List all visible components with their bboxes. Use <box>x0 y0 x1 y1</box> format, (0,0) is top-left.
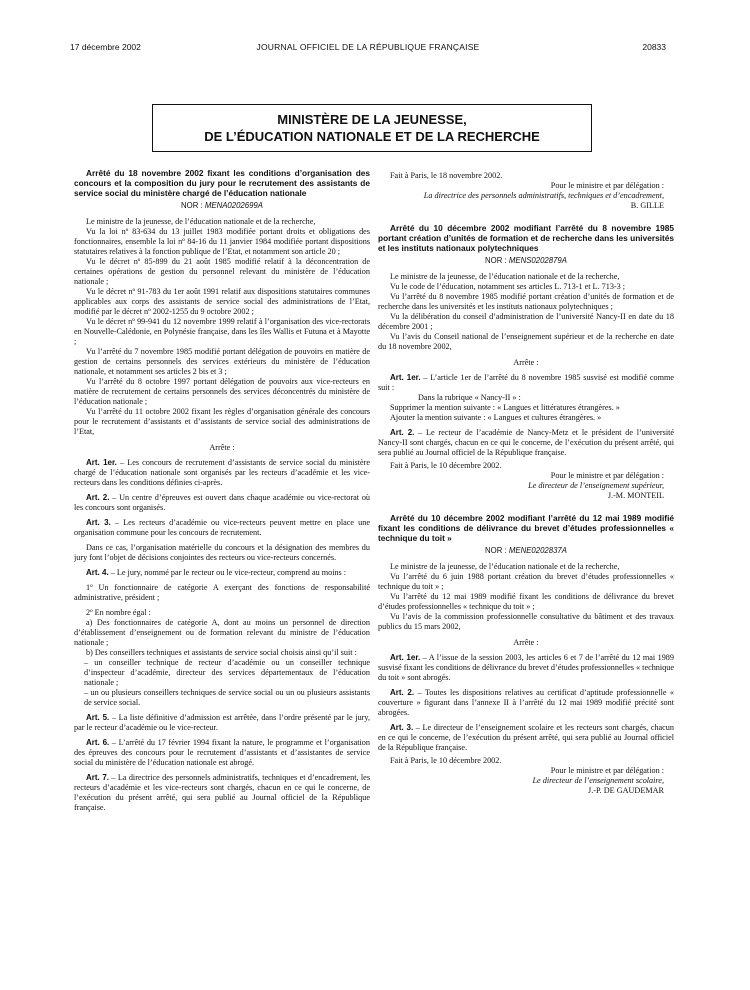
article-1-item: Ajouter la mention suivante : « Langues et cultures étrangères. » <box>390 413 602 422</box>
nor-label: NOR : <box>181 201 203 210</box>
ministry-line1: MINISTÈRE DE LA JEUNESSE, <box>277 112 467 127</box>
nor-code: MENA0202699A <box>204 201 263 210</box>
article-label: Art. 3. <box>86 518 111 527</box>
article-1-item: Supprimer la mention suivante : « Langues et littératures étrangères. » <box>390 403 620 412</box>
visa: Vu le décret nº 99-941 du 12 novembre 1999 relatif à l’organisation des vice-rectorats en Nouvelle-Calédonie, en Polynésie française, dans les îles Wallis et Futuna et à Mayotte ; <box>74 317 370 346</box>
article-1 <box>378 373 674 393</box>
signature-role: Le directeur de l’enseignement scolaire, <box>532 776 664 785</box>
article-3-para: Dans ce cas, l’organisation matérielle du concours et la désignation des membres du jury font l’objet de décisions conjointes des recteurs ou vice-recteurs concernés. <box>74 543 370 562</box>
signature-name: J.-P. DE GAUDEMAR <box>588 786 664 795</box>
article-text: – Toutes les dispositions relatives au certificat d’aptitude professionnelle « couverture » figurant dans l’annexe II à l’arrêté du 12 mai 1989 modifié précité sont abrogées. <box>378 688 674 717</box>
arrete-label: Arrête : <box>513 358 539 367</box>
article-text: – Un centre d’épreuves est ouvert dans chaque académie ou vice-rectorat où les concours sont organisés. <box>74 493 370 512</box>
visa: Vu l’arrêté du 7 novembre 1985 modifié portant délégation de pouvoirs en matière de gestion de certains personnels des services extérieurs du ministère de l’éducation nationale, et notamment ses articles 2 bis et 3 ; <box>74 347 370 376</box>
ministry-line2: DE L’ÉDUCATION NATIONALE ET DE LA RECHERCHE <box>204 129 540 144</box>
article-text: – A l’issue de la session 2003, les articles 6 et 7 de l’arrêté du 12 mai 1989 susvisé fixant les conditions de délivrance du brevet d’études professionnelles « technique du toit » sont abrogés. <box>378 653 674 682</box>
page-header <box>70 42 666 56</box>
fait-line: Fait à Paris, le 10 décembre 2002. <box>390 461 502 470</box>
article-1-item: Dans la rubrique « Nancy-II » : <box>418 393 521 402</box>
article-4 <box>74 568 370 578</box>
visa: Vu l’arrêté du 11 octobre 2002 fixant les règles d’organisation générale des concours pour le recrutement d’assistants et d’assistants de service social des administrations de l’Etat, <box>74 407 370 436</box>
article-7 <box>74 773 370 813</box>
article-text: – La liste définitive d’admission est arrêtée, dans l’ordre présenté par le jury, par le recteur d’académie ou le vice-recteur. <box>74 713 370 732</box>
article-4-item: a) Des fonctionnaires de catégorie A, dont au moins un personnel de direction d’établissement d’enseignement ou de formation relevant du ministre de l’éducation nationale ; <box>74 618 370 647</box>
article-text: – Les recteurs d’académie ou vice-recteurs peuvent mettre en place une organisation commune pour les concours de recrutement. <box>74 518 370 537</box>
article-label: Art. 2. <box>390 688 415 697</box>
article-label: Art. 3. <box>390 723 414 732</box>
article-3 <box>74 518 370 538</box>
left-column <box>74 168 370 978</box>
arrete-label: Arrête : <box>513 638 539 647</box>
signature-role: Le directeur de l’enseignement supérieur, <box>528 481 664 490</box>
signature-line: Pour le ministre et par délégation : <box>550 181 664 190</box>
signature-line: Pour le ministre et par délégation : <box>550 471 664 480</box>
article-text: – Le directeur de l’enseignement scolaire et les recteurs sont chargés, chacun en ce qui le concerne, de l’exécution du présent arrêté, qui sera publié au Journal officiel de la République française. <box>378 723 674 752</box>
article-label: Art. 1er. <box>390 653 421 662</box>
article-6 <box>74 738 370 768</box>
arrete-label: Arrête : <box>209 443 235 452</box>
article-4-item: 1º Un fonctionnaire de catégorie A exerçant des fonctions de responsabilité administrative, président ; <box>74 583 370 602</box>
header-date: 17 décembre 2002 <box>70 42 141 52</box>
article-4-dash: – un conseiller technique de recteur d’académie ou un conseiller technique d’inspecteur d’académie, directeur des services départementaux de l’éducation nationale ; <box>84 658 370 687</box>
visa: Vu l’arrêté du 6 juin 1988 portant création du brevet d’études professionnelles « technique du toit » ; <box>378 572 674 591</box>
journal-title: JOURNAL OFFICIEL DE LA RÉPUBLIQUE FRANÇAISE <box>256 42 480 52</box>
article-label: Art. 1er. <box>86 458 117 467</box>
signature-name: J.-M. MONTEIL <box>607 491 664 500</box>
arrete2-title: Arrêté du 10 décembre 2002 modifiant l’arrêté du 8 novembre 1985 portant création d’unités de formation et de recherche dans les universités et les instituts nationaux polytechniques <box>378 223 674 253</box>
visa: Le ministre de la jeunesse, de l’éducation nationale et de la recherche, <box>390 562 620 571</box>
signature-name: B. GILLE <box>630 201 664 210</box>
arrete2-nor <box>378 256 674 266</box>
article-2 <box>74 493 370 513</box>
article-text: – Le jury, nommé par le recteur ou le vice-recteur, comprend au moins : <box>108 568 347 577</box>
visa: Le ministre de la jeunesse, de l’éducation nationale et de la recherche, <box>390 272 620 281</box>
article-4-dash: – un ou plusieurs conseillers techniques de service social ou un ou plusieurs assistants de service social. <box>84 688 370 707</box>
article-text: – L’article 1er de l’arrêté du 8 novembre 1985 susvisé est modifié comme suit : <box>378 373 674 392</box>
visa: Vu l’avis du Conseil national de l’enseignement supérieur et de la recherche en date du 18 novembre 2002, <box>378 332 674 351</box>
ministry-box <box>152 104 592 152</box>
article-label: Art. 2. <box>390 428 415 437</box>
fait-line: Fait à Paris, le 18 novembre 2002. <box>390 171 503 180</box>
page-number: 20833 <box>642 42 666 52</box>
visa: Vu l’avis de la commission professionnelle consultative du bâtiment et des travaux publics du 15 mars 2002, <box>378 612 674 631</box>
article-label: Art. 5. <box>86 713 110 722</box>
arrete1-nor <box>74 201 370 211</box>
article-label: Art. 7. <box>86 773 109 782</box>
visa: Vu le décret nº 91-783 du 1er août 1991 relatif aux dispositions statutaires communes applicables aux corps des assistants de service social des administrations de l’Etat, modifié par le décret nº 2002-1255 du 9 octobre 2002 ; <box>74 287 370 316</box>
article-text: – L’arrêté du 17 février 1994 fixant la nature, le programme et l’organisation des épreuves des concours pour le recrutement d’assistants et d’assistantes de service social du ministère de l’éducation nationale est abrogé. <box>74 738 370 767</box>
nor-label: NOR : <box>485 546 507 555</box>
article-4-item: b) Des conseillers techniques et assistants de service social choisis ainsi qu’il suit : <box>86 648 357 657</box>
visa: Vu le décret nº 85-899 du 21 août 1985 modifié relatif à la déconcentration de certaines opérations de gestion du personnel relevant du ministère de l’éducation nationale ; <box>74 257 370 286</box>
arrete3-title: Arrêté du 10 décembre 2002 modifiant l’arrêté du 12 mai 1989 modifié fixant les conditions de délivrance du brevet d’études professionnelles « technique du toit » <box>378 513 674 543</box>
nor-code: MENS0202879A <box>508 256 567 265</box>
article-label: Art. 2. <box>86 493 110 502</box>
visa: Le ministre de la jeunesse, de l’éducation nationale et de la recherche, <box>86 217 316 226</box>
right-column <box>378 168 674 978</box>
visa: Vu la délibération du conseil d’administration de l’université Nancy-II en date du 18 décembre 2001 ; <box>378 312 674 331</box>
article-2 <box>378 428 674 458</box>
nor-code: MENE0202837A <box>508 546 567 555</box>
visa: Vu la loi nº 83-634 du 13 juillet 1983 modifiée portant droits et obligations des fonctionnaires, ensemble la loi nº 84-16 du 11 janvier 1984 modifiée portant dispositions statutaires relatives à la fonction publique de l’Etat, et notamment son article 20 ; <box>74 227 370 256</box>
arrete3-nor <box>378 546 674 556</box>
fait-line: Fait à Paris, le 10 décembre 2002. <box>390 756 502 765</box>
article-4-item: 2º En nombre égal : <box>86 608 151 617</box>
visa: Vu l’arrêté du 8 novembre 1985 modifié portant création d’unités de formation et de recherche dans les universités et les instituts nationaux polytechniques ; <box>378 292 674 311</box>
visa: Vu le code de l’éducation, notamment ses articles L. 713-1 et L. 713-3 ; <box>390 282 626 291</box>
article-text: – La directrice des personnels administratifs, techniques et d’encadrement, les recteurs d’académie et les vice-recteurs sont chargés, chacun en ce qui le concerne, de l’exécution du présent arrêté, qui sera publié au Journal officiel de la République française. <box>74 773 370 812</box>
visa: Vu l’arrêté du 8 octobre 1997 portant délégation de pouvoirs aux vice-recteurs en matière de recrutement de certains personnels des services déconcentrés du ministère de l’éducation nationale ; <box>74 377 370 406</box>
article-label: Art. 4. <box>86 568 109 577</box>
article-label: Art. 6. <box>86 738 110 747</box>
article-2 <box>378 688 674 718</box>
article-1 <box>74 458 370 488</box>
nor-label: NOR : <box>485 256 507 265</box>
article-text: – Le recteur de l’académie de Nancy-Metz et le président de l’université Nancy-II sont chargés, chacun en ce qui le concerne, de l’exécution du présent arrêté, qui sera publié au Journal officiel de la République française. <box>378 428 674 457</box>
article-label: Art. 1er. <box>390 373 421 382</box>
signature-role: La directrice des personnels administratifs, techniques et d’encadrement, <box>423 191 664 200</box>
article-1 <box>378 653 674 683</box>
article-text: – Les concours de recrutement d’assistants de service social du ministère chargé de l’éducation nationale sont organisés par les recteurs d’académie et les vice-recteurs dans les conditions définies ci-après. <box>74 458 370 487</box>
article-5 <box>74 713 370 733</box>
arrete1-title: Arrêté du 18 novembre 2002 fixant les conditions d’organisation des concours et la composition du jury pour le recrutement des assistants de service social du ministère chargé de l’éducation nationale <box>74 168 370 198</box>
article-3 <box>378 723 674 753</box>
signature-line: Pour le ministre et par délégation : <box>550 766 664 775</box>
visa: Vu l’arrêté du 12 mai 1989 modifié fixant les conditions de délivrance du brevet d’études professionnelles « technique du toit » ; <box>378 592 674 611</box>
